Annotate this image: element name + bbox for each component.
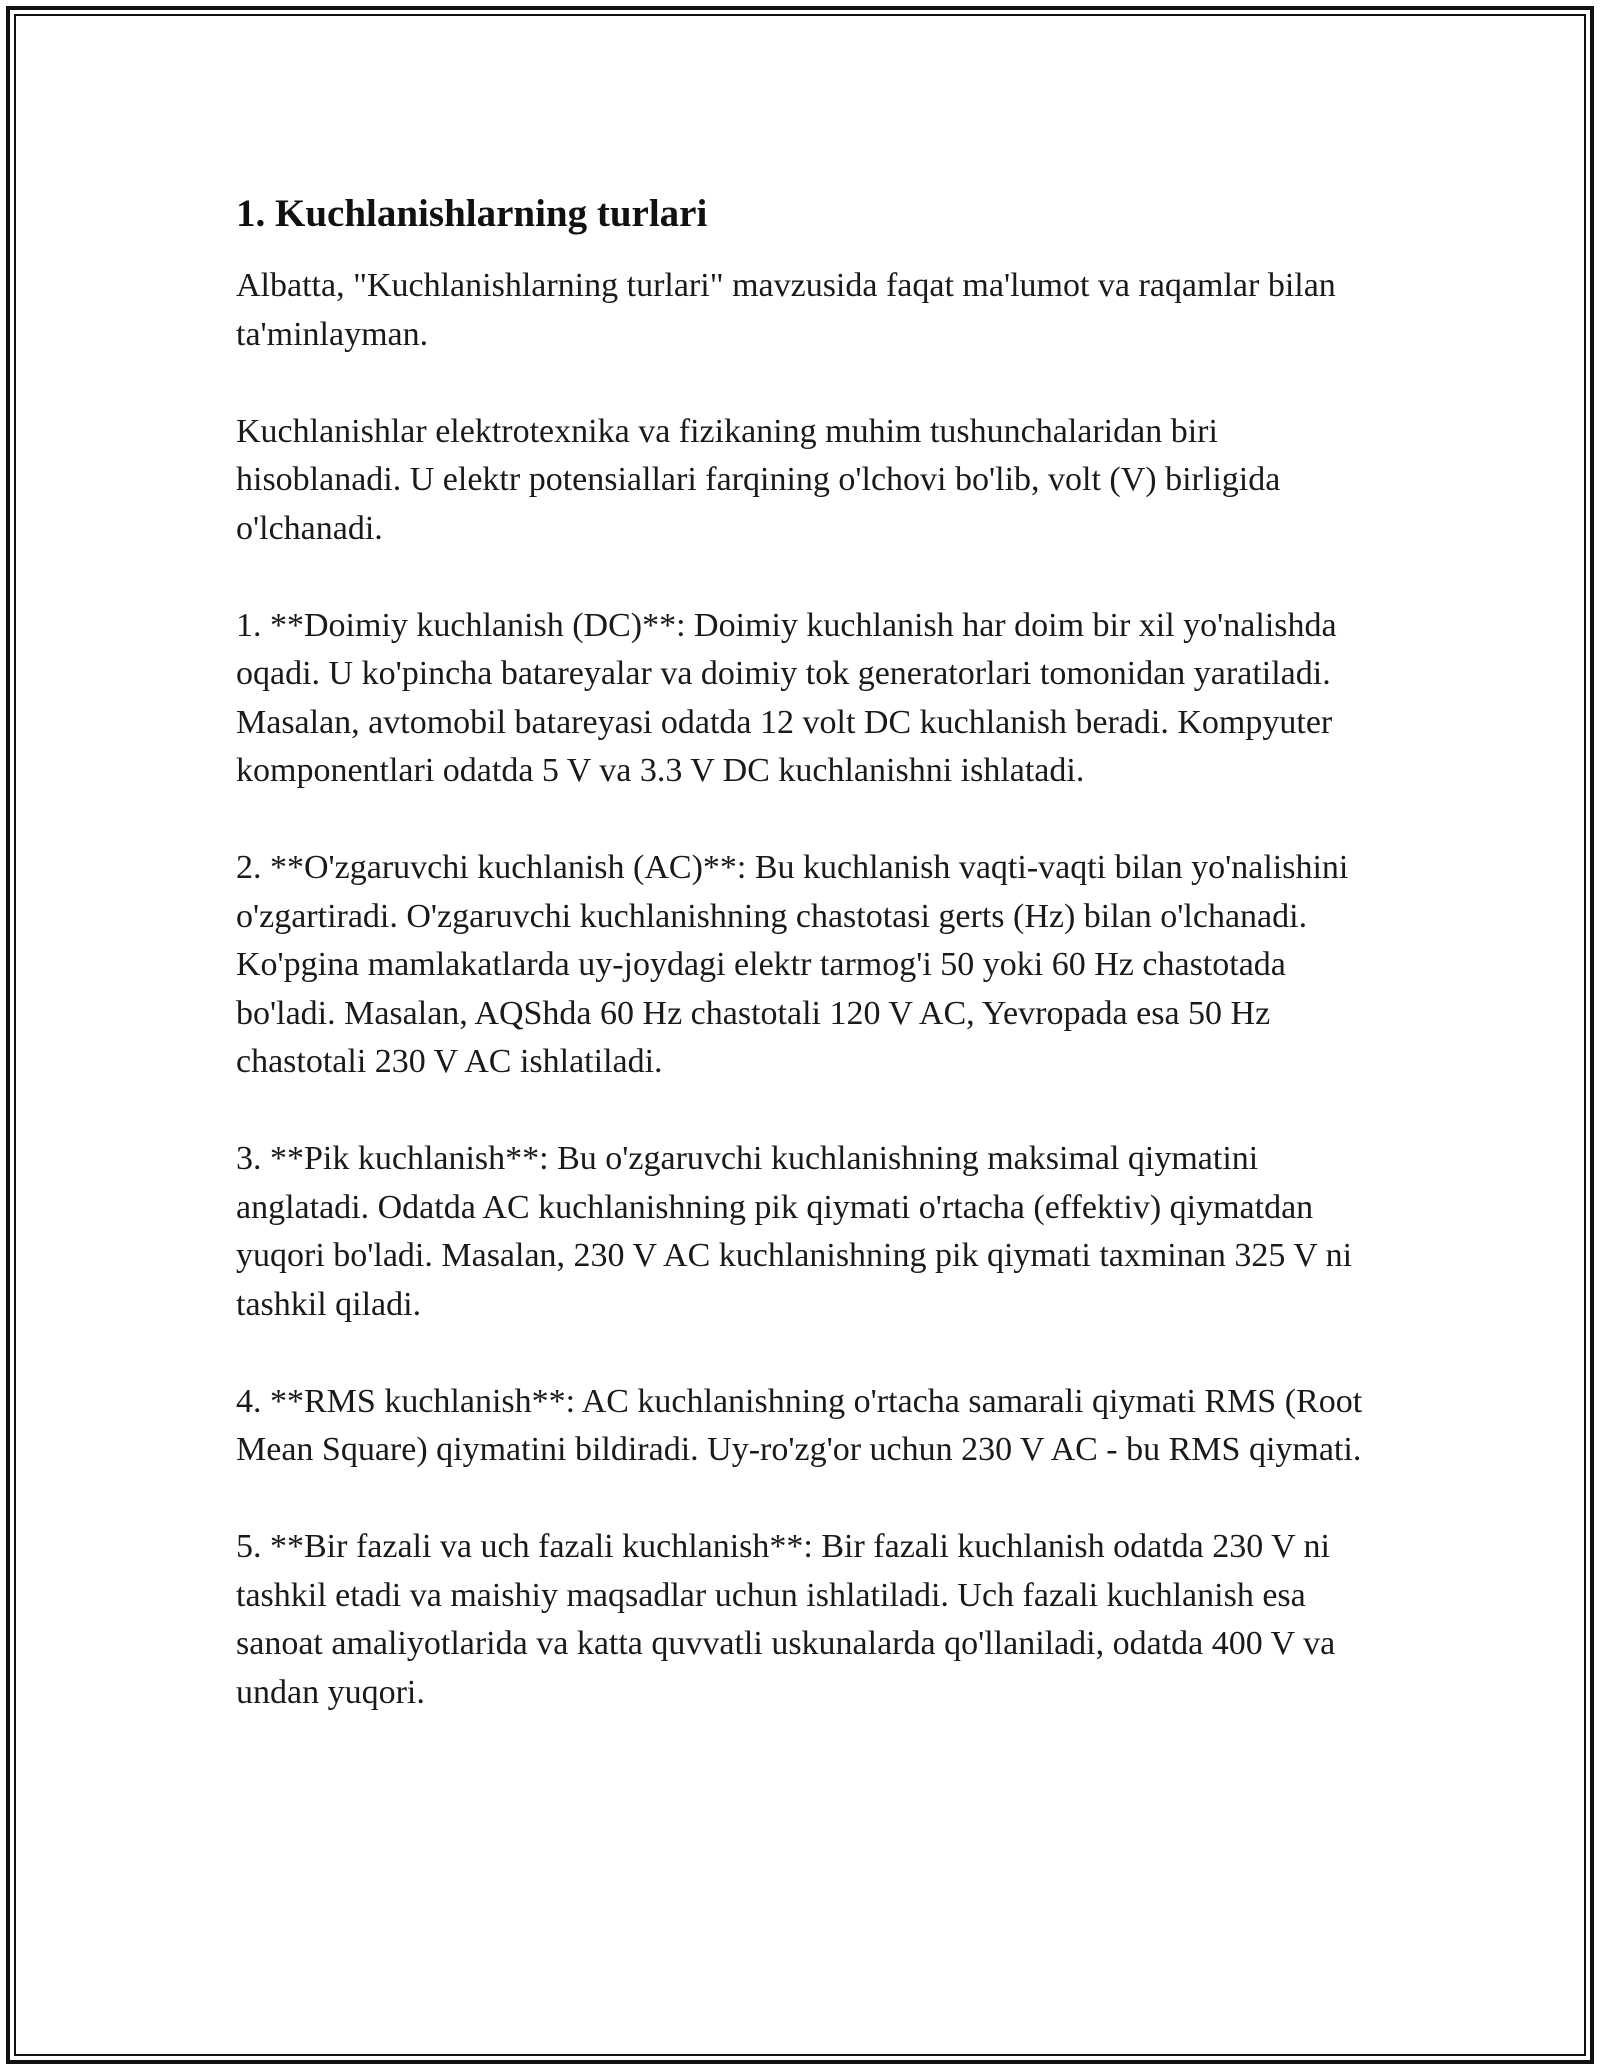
list-item-dc-voltage: 1. **Doimiy kuchlanish (DC)**: Doimiy kuchlanish har doim bir xil yo'nalishda oqadi. U ko'pincha batareyalar va doimiy tok generatorlari tomonidan yaratiladi. Masalan, avtomobil batareyasi odatda 12 volt DC kuchlanish beradi. Kompyuter komponentlari odatda 5 V va 3.3 V DC kuchlanishni ishlatadi. — [236, 606, 1337, 789]
document-body — [236, 188, 1376, 1766]
page-title: 1. Kuchlanishlarning turlari — [236, 192, 708, 235]
list-item-peak-voltage: 3. **Pik kuchlanish**: Bu o'zgaruvchi kuchlanishning maksimal qiymatini anglatadi. Odatda AC kuchlanishning pik qiymati o'rtacha (effektiv) qiymatdan yuqori bo'ladi. Masalan, 230 V AC kuchlanishning pik qiymati taxminan 325 V ni tashkil qiladi. — [236, 1140, 1353, 1323]
list-item-rms-voltage: 4. **RMS kuchlanish**: AC kuchlanishning o'rtacha samarali qiymati RMS (Root Mean Square) qiymatini bildiradi. Uy-ro'zg'or uchun 230 V AC - bu RMS qiymati. — [236, 1382, 1363, 1468]
list-item-ac-voltage: 2. **O'zgaruvchi kuchlanish (AC)**: Bu kuchlanish vaqti-vaqti bilan yo'nalishini o'zgartiradi. O'zgaruvchi kuchlanishning chastotasi gerts (Hz) bilan o'lchanadi. Ko'pgina mamlakatlarda uy-joydagi elektr tarmog'i 50 yoki 60 Hz chastotada bo'ladi. Masalan, AQShda 60 Hz chastotali 120 V AC, Yevropada esa 50 Hz chastotali 230 V AC ishlatiladi. — [236, 849, 1349, 1080]
definition-paragraph: Kuchlanishlar elektrotexnika va fizikaning muhim tushunchalaridan biri hisoblanadi. U elektr potensiallari farqining o'lchovi bo'lib, volt (V) birligida o'lchanadi. — [236, 412, 1281, 547]
list-item-phase-voltage: 5. **Bir fazali va uch fazali kuchlanish**: Bir fazali kuchlanish odatda 230 V ni tashkil etadi va maishiy maqsadlar uchun ishlatiladi. Uch fazali kuchlanish esa sanoat amaliyotlarida va katta quvvatli uskunalarda qo'llaniladi, odatda 400 V va undan yuqori. — [236, 1528, 1336, 1711]
intro-paragraph: Albatta, "Kuchlanishlarning turlari" mavzusida faqat ma'lumot va raqamlar bilan ta'minlayman. — [236, 267, 1336, 353]
